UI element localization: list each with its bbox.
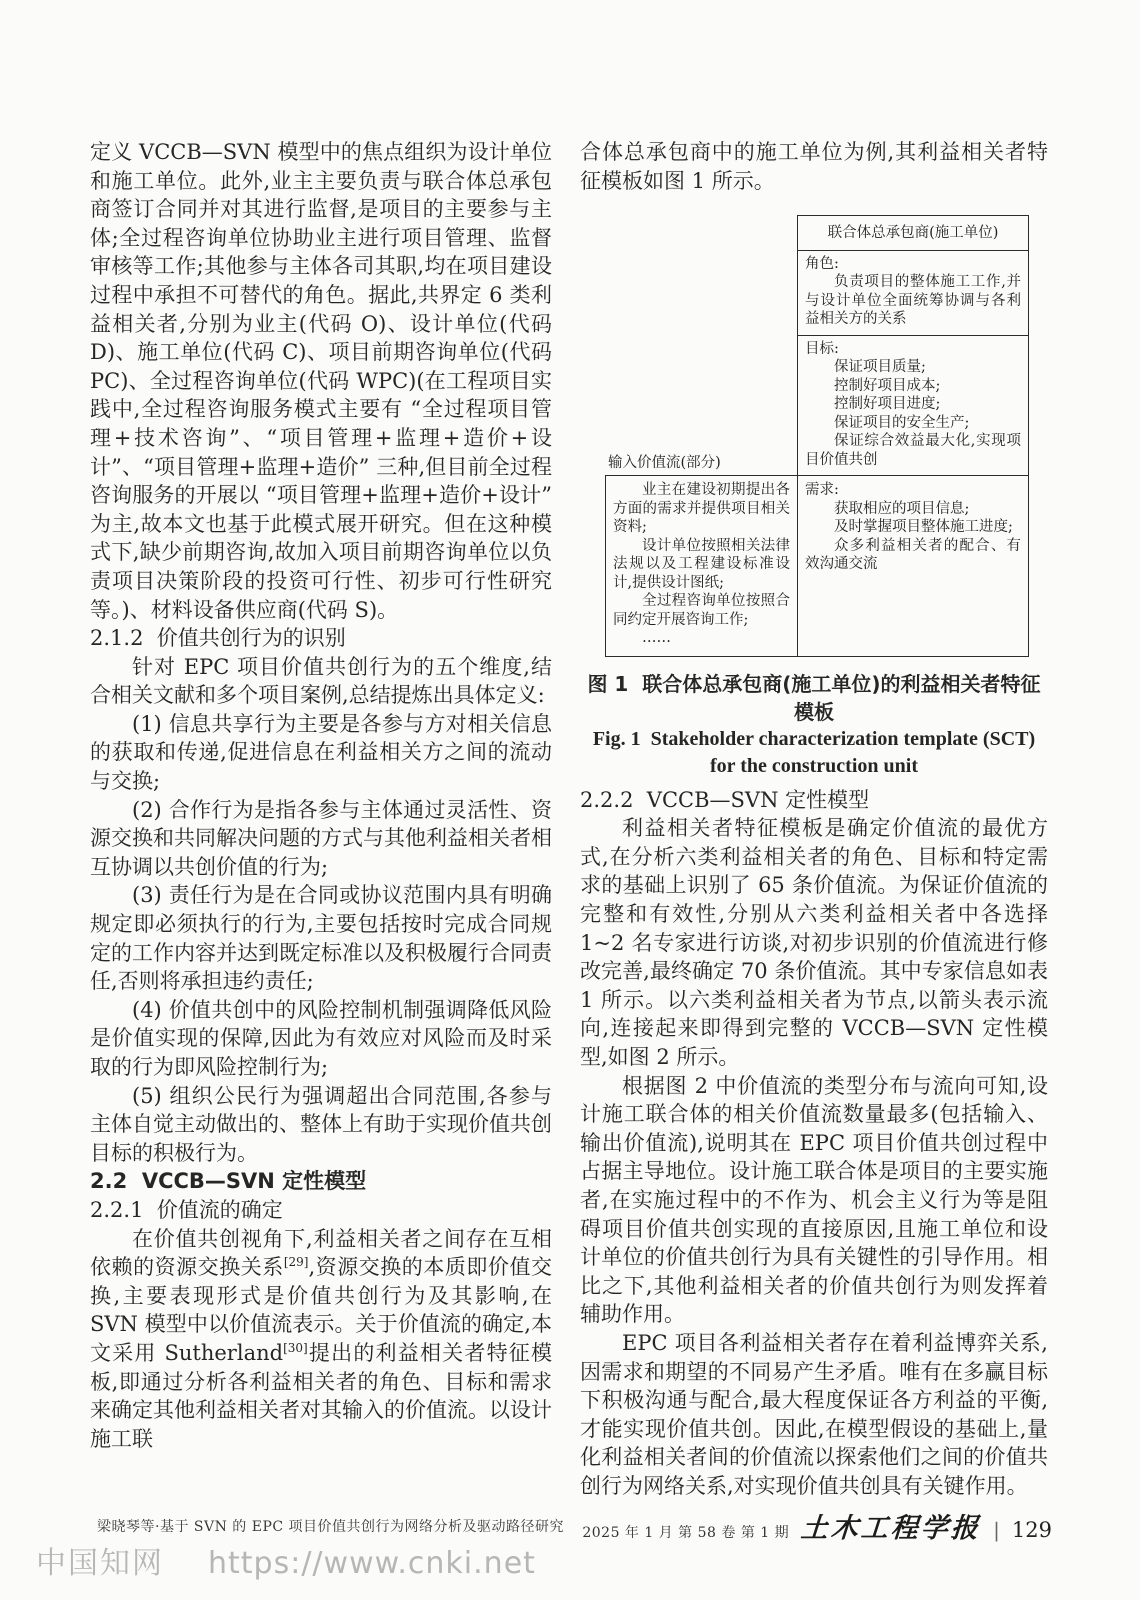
figure-1-caption	[580, 670, 1048, 780]
para-item-1-information-sharing: (1) 信息共享行为主要是各参与方对相关信息的获取和传递,促进信息在利益相关方之间的流动与交换;	[90, 711, 552, 794]
role-label: 角色:	[805, 255, 839, 272]
para-stakeholder-definition: 定义 VCCB—SVN 模型中的焦点组织为设计单位和施工单位。此外,业主主要负责与联合体总承包商签订合同并对其进行监督,是项目的主要参与主体;全过程咨询单位协助业主进行项目管理、监督审核等工作;其他参与主体各司其职,均在项目建设过程中承担不可替代的角色。据此,共界定 6 类利益相关者,分别为业主(代码 O)、设计单位(代码 D)、施工单位(代码 C)、项目前期咨询单位(代码 PC)、全过程咨询单位(代码 WPC)(在工程项目实践中,全过程咨询服务模式主要有 “全过程项目管理+技术咨询”、“项目管理+监理+造价+设计”、“项目管理+监理+造价” 三种,但目前全过程咨询服务的开展以 “项目管理+监理+造价+设计” 为主,故本文也基于此模式展开研究。但在这种模式下,缺少前期咨询,故加入项目前期咨询单位以负责项目决策阶段的投资可行性、初步可行性研究等。)、材料设备供应商(代码 S)。	[90, 140, 552, 622]
para-continuation: 合体总承包商中的施工单位为例,其利益相关者特征模板如图 1 所示。	[580, 140, 1048, 193]
reference-29: [29]	[283, 1255, 309, 1270]
goal-item: 控制好项目进度;	[834, 396, 941, 413]
reference-30: [30]	[283, 1340, 308, 1355]
heading-2-2-2: 2.2.2 VCCB—SVN 定性模型	[580, 787, 870, 812]
running-title: 梁晓琴等·基于 SVN 的 EPC 项目价值共创行为网络分析及驱动路径研究	[97, 1519, 565, 1535]
need-item: 众多利益相关者的配合、有效沟通交流	[805, 537, 1021, 573]
goal-label: 目标:	[805, 340, 839, 357]
sct-bottom-section	[605, 475, 1029, 657]
goal-item: 控制好项目成本;	[834, 377, 941, 394]
need-label: 需求:	[805, 482, 839, 499]
right-column	[580, 138, 1048, 1501]
input-stream-item: 设计单位按照相关法律法规以及工程建设标准设计,提供设计图纸;	[613, 537, 790, 591]
need-item: 获取相应的项目信息;	[834, 500, 970, 517]
sct-input-streams-cell	[606, 476, 798, 656]
watermark-name: 中国知网	[36, 1546, 164, 1581]
para-text: 提出的利益相关者特征模板,即通过分析各利益相关者的角色、目标和需求来确定其他利益相关者对其输入的价值流。以设计施工联	[90, 1340, 552, 1451]
figure-caption-en-line1: Fig. 1 Stakeholder characterization template (SCT)	[592, 727, 1036, 750]
para-text: ,资源交换的本质即价值交换,主要表现形式是价值共创行为及其影响,在 SVN 模型中以价值流表示。关于价值流的确定,本文采用 Sutherland	[90, 1255, 552, 1365]
need-item: 及时掌握项目整体施工进度;	[834, 519, 1013, 536]
para-item-2-cooperation: (2) 合作行为是指各参与主体通过灵活性、资源交换和共同解决问题的方式与其他利益相关者相互协调以共创价值的行为;	[90, 797, 552, 879]
figure-caption-zh: 图 1 联合体总承包商(施工单位)的利益相关者特征模板	[587, 671, 1041, 724]
para-item-5-citizenship: (5) 组织公民行为强调超出合同范围,各参与主体自觉主动做出的、整体上有助于实现价值共创目标的积极行为。	[90, 1083, 552, 1165]
cnki-watermark	[36, 1538, 536, 1582]
para-game-relationship: EPC 项目各利益相关者存在着利益博弈关系,因需求和期望的不同易产生矛盾。唯有在多赢目标下积极沟通与配合,最大程度保证各方利益的平衡,才能实现价值共创。因此,在模型假设的基础上,量化利益相关者间的价值流以探索他们之间的价值共创行为网络关系,对实现价值共创具有关键作用。	[580, 1330, 1048, 1498]
goal-item: 保证综合效益最大化,实现项目价值共创	[805, 433, 1021, 468]
heading-2-2-1: 2.2.1 价值流的确定	[90, 1197, 283, 1222]
para-text: 在价值共创视角下,利益相关者之间存在互相依赖的资源交换关系	[90, 1226, 552, 1280]
input-stream-item: 全过程咨询单位按照合同约定开展咨询工作;	[613, 593, 790, 628]
sct-header-cell: 联合体总承包商(施工单位)	[798, 216, 1028, 251]
sct-role-cell	[798, 251, 1028, 336]
role-text: 负责项目的整体施工工作,并与设计单位全面统筹协调与各利益相关方的关系	[805, 274, 1021, 328]
sct-goal-cell	[798, 336, 1028, 476]
separator-bar: |	[993, 1518, 1000, 1542]
figure-1-sct	[580, 215, 1048, 780]
para-figure2-analysis: 根据图 2 中价值流的类型分布与流向可知,设计施工联合体的相关价值流数量最多(包括输入、输出价值流),说明其在 EPC 项目价值共创过程中占据主导地位。设计施工联合体是项目的主要实施者,在实施过程中的不作为、机会主义行为等是阻碍项目价值共创实现的直接原因,且施工单位和设计单位的价值共创行为具有关键性的引导作用。相比之下,其他利益相关者的价值共创行为则发挥着辅助作用。	[580, 1073, 1048, 1327]
left-column	[90, 138, 552, 1501]
issue-block	[582, 1506, 1052, 1545]
para-value-stream-determination	[90, 1225, 552, 1454]
watermark-url: https://www.cnki.net	[208, 1546, 536, 1581]
heading-2-2: 2.2 VCCB—SVN 定性模型	[90, 1169, 367, 1194]
issue-info: 2025 年 1 月 第 58 卷 第 1 期	[582, 1525, 790, 1541]
sct-stakeholder-box	[797, 215, 1029, 475]
input-stream-item: ……	[642, 630, 671, 647]
para-qualitative-model: 利益相关者特征模板是确定价值流的最优方式,在分析六类利益相关者的角色、目标和特定需求的基础上识别了 65 条价值流。为保证价值流的完整和有效性,分别从六类利益相关者中各选择 1~2 名专家进行访谈,对初步识别的价值流进行修改完善,最终确定 70 条价值流。其中专家信息如表 1 所示。以六类利益相关者为节点,以箭头表示流向,连接起来即得到完整的 VCCB—SVN 定性模型,如图 2 所示。	[580, 816, 1048, 1070]
sct-table	[605, 215, 1029, 657]
heading-2-1-2: 2.1.2 价值共创行为的识别	[90, 626, 346, 651]
para-five-dimensions: 针对 EPC 项目价值共创行为的五个维度,结合相关文献和多个项目案例,总结提炼出具体定义:	[90, 654, 552, 708]
sct-input-label-area	[605, 215, 797, 475]
page-number: 129	[1011, 1518, 1052, 1542]
goal-item: 保证项目质量;	[834, 359, 926, 376]
input-stream-item: 业主在建设初期提出各方面的需求并提供项目相关资料;	[613, 482, 790, 536]
sct-needs-cell	[798, 476, 1028, 656]
para-item-3-responsibility: (3) 责任行为是在合同或协议范围内具有明确规定即必须执行的行为,主要包括按时完成合同规定的工作内容并达到既定标准以及积极履行合同责任,否则将承担违约责任;	[90, 883, 552, 994]
figure-caption-en-line2: for the construction unit	[710, 754, 918, 777]
input-value-stream-label: 输入价值流(部分)	[608, 454, 721, 471]
para-item-4-risk-control: (4) 价值共创中的风险控制机制强调降低风险是价值实现的保障,因此为有效应对风险而及时采取的行为即风险控制行为;	[90, 997, 552, 1079]
sct-top-section	[605, 215, 1029, 475]
journal-name: 土木工程学报	[799, 1513, 983, 1544]
article-body	[90, 138, 1048, 1501]
goal-item: 保证项目的安全生产;	[834, 414, 970, 431]
